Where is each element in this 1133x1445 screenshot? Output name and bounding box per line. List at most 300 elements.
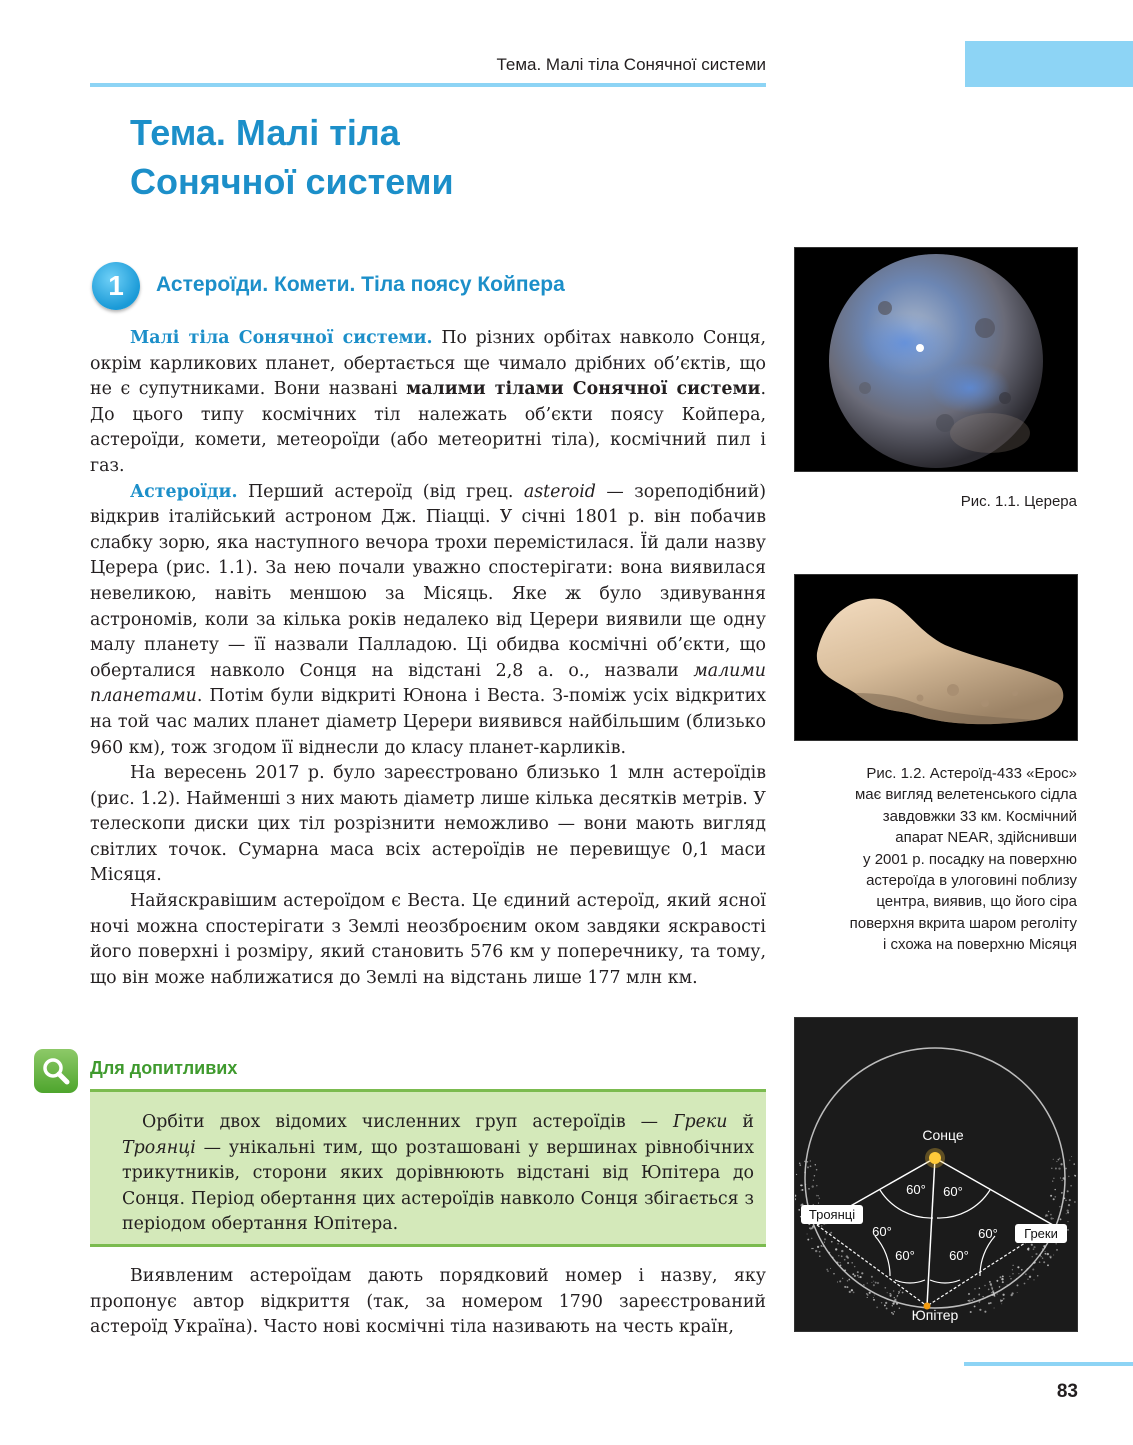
asteroid-dot	[892, 1305, 893, 1306]
bold-term: малими тілами Сонячної системи	[406, 379, 761, 400]
caption-line: поверхня вкрита шаром реголіту	[849, 914, 1077, 932]
asteroid-dot	[1055, 1168, 1057, 1170]
magnifier-icon	[34, 1049, 78, 1093]
asteroid-dot	[867, 1297, 868, 1298]
asteroid-dot	[1055, 1243, 1057, 1245]
asteroid-dot	[812, 1225, 814, 1227]
caption-line: Рис. 1.2. Астероїд-433 «Ерос»	[866, 765, 1077, 782]
asteroid-dot	[1013, 1265, 1014, 1266]
asteroid-dot	[1060, 1163, 1062, 1165]
caption-line: і схожа на поверхню Місяця	[883, 936, 1077, 954]
asteroid-dot	[1017, 1284, 1019, 1286]
asteroid-dot	[1045, 1215, 1047, 1217]
asteroid-dot	[898, 1291, 899, 1292]
asteroid-dot	[1045, 1251, 1046, 1252]
asteroid-dot	[1043, 1261, 1045, 1263]
asteroid-dot	[1062, 1180, 1063, 1181]
asteroid-dot	[796, 1174, 797, 1175]
asteroid-dot	[968, 1293, 970, 1295]
curious-text-part: й	[727, 1112, 755, 1132]
asteroid-dot	[844, 1286, 846, 1288]
asteroid-dot	[893, 1290, 894, 1291]
header-corner-block	[965, 41, 1133, 87]
asteroid-dot	[1033, 1279, 1034, 1280]
asteroid-dot	[1074, 1201, 1076, 1203]
asteroid-dot	[815, 1250, 817, 1252]
asteroid-dot	[847, 1257, 849, 1259]
asteroid-dot	[894, 1297, 895, 1298]
asteroid-dot	[1050, 1217, 1052, 1219]
figure-ceres-caption: Рис. 1.1. Церера	[960, 493, 1077, 510]
curious-box	[90, 1089, 766, 1247]
angle-label: 60°	[943, 1184, 963, 1199]
asteroid-dot	[978, 1300, 980, 1302]
asteroid-dot	[1050, 1257, 1052, 1259]
asteroid-dot	[1067, 1190, 1069, 1192]
asteroid-dot	[1069, 1199, 1071, 1201]
curious-text-part: — унікальні тим, що розташовані у вершинах рівнобічних трикутників, сторони яких дорівнюють відстані від Юпітера до Сонця. Період обертання цих астероїдів навколо Сонця збігається з періодом обертання Юпітера.	[122, 1137, 754, 1235]
asteroid-dot	[836, 1262, 838, 1264]
caption-line: центра, виявив, що його сіра	[876, 893, 1077, 911]
section-heading: Астероїди. Комети. Тіла поясу Койпера	[156, 273, 565, 296]
asteroid-dot	[1054, 1196, 1056, 1198]
asteroid-dot	[1041, 1256, 1042, 1257]
asteroid-dot	[894, 1299, 896, 1301]
body-text-continued	[90, 1264, 766, 1341]
asteroid-dot	[1053, 1218, 1054, 1219]
asteroid-dot	[1058, 1167, 1060, 1169]
asteroid-dot	[994, 1307, 995, 1308]
asteroid-dot	[989, 1281, 991, 1283]
asteroid-dot	[1046, 1215, 1048, 1217]
asteroid-dot	[1067, 1212, 1069, 1214]
asteroid-dot	[804, 1161, 806, 1163]
asteroid-dot	[832, 1257, 834, 1259]
asteroid-dot	[867, 1283, 868, 1284]
asteroid-dot	[984, 1311, 986, 1313]
asteroid-dot	[871, 1276, 873, 1278]
asteroid-dot	[826, 1233, 827, 1234]
caption-line: завдовжки 33 км. Космічний	[882, 807, 1077, 825]
curious-text-part: Орбіти двох відомих численних груп астероїдів —	[142, 1112, 673, 1132]
asteroid-dot	[1027, 1278, 1028, 1279]
running-header: Тема. Малі тіла Сонячної системи	[496, 55, 766, 74]
curious-label: Для допитливих	[90, 1058, 238, 1078]
page-title-line-2: Сонячної системи	[130, 161, 454, 202]
asteroid-dot	[974, 1305, 976, 1307]
angle-label: 60°	[949, 1248, 969, 1263]
header-rule	[90, 83, 766, 87]
asteroid-dot	[885, 1302, 887, 1304]
asteroid-dot	[860, 1276, 862, 1278]
asteroid-dot	[1033, 1262, 1035, 1264]
asteroid-dot	[890, 1295, 892, 1297]
asteroid-dot	[844, 1259, 846, 1261]
asteroid-dot	[979, 1287, 980, 1288]
ceres-image	[795, 248, 1077, 471]
paragraph-text: . До цього типу космічних тіл належать об’єкти поясу Койпера, астероїди, комети, метеороїди (або метеоритні тіла), космічний пил і газ.	[90, 379, 766, 476]
asteroid-dot	[861, 1272, 863, 1274]
asteroid-dot	[838, 1255, 839, 1256]
asteroid-dot	[1027, 1268, 1028, 1269]
asteroid-dot	[1007, 1284, 1008, 1285]
asteroid-dot	[891, 1294, 892, 1295]
asteroid-dot	[1053, 1178, 1054, 1179]
asteroid-dot	[979, 1309, 981, 1311]
asteroid-dot	[805, 1184, 806, 1185]
asteroid-dot	[891, 1312, 893, 1314]
asteroid-dot	[837, 1281, 838, 1282]
asteroid-dot	[839, 1262, 840, 1263]
asteroid-dot	[1003, 1298, 1005, 1300]
eros-image	[795, 575, 1077, 740]
asteroid-dot	[857, 1275, 859, 1277]
asteroid-dot	[841, 1255, 843, 1257]
asteroid-dot	[807, 1166, 809, 1168]
asteroid-dot	[877, 1282, 879, 1284]
paragraph-text: . Потім були відкриті Юнона і Веста. З-поміж усіх відкритих на той час малих планет діаметр Церери виявився найбільшим (близько 960 км), тож згодом її віднесли до класу планет-карликів.	[90, 686, 766, 758]
asteroid-dot	[875, 1282, 877, 1284]
asteroid-dot	[842, 1278, 843, 1279]
asteroid-dot	[800, 1164, 802, 1166]
figure-trojans-greeks	[794, 1017, 1078, 1332]
figure-eros	[794, 574, 1078, 741]
asteroid-dot	[1042, 1248, 1043, 1249]
asteroid-dot	[804, 1171, 806, 1173]
asteroid-dot	[807, 1233, 808, 1234]
asteroid-dot	[821, 1225, 822, 1226]
asteroid-dot	[889, 1293, 891, 1295]
asteroid-dot	[854, 1275, 856, 1277]
italic-term: малими планетами	[90, 660, 766, 707]
asteroid-dot	[857, 1271, 859, 1273]
asteroid-dot	[1056, 1249, 1058, 1251]
asteroid-dot	[835, 1248, 837, 1250]
asteroid-dot	[801, 1190, 802, 1191]
asteroid-dot	[817, 1246, 819, 1248]
paragraph-small-bodies	[90, 326, 766, 480]
asteroid-dot	[1033, 1246, 1035, 1248]
caption-line: у 2001 р. посадку на поверхню	[863, 850, 1077, 868]
asteroid-dot	[847, 1280, 849, 1282]
asteroid-dot	[1063, 1197, 1065, 1199]
paragraph-text: — зореподібний) відкрив італійський астроном Дж. Піацці. У січні 1801 р. він побачив слабку зорю, яка наступного вечора трохи перемістилася. Їй дали назву Церера (рис. 1.1). За нею почали уважно спостерігати: вона виявилася невеликою, навіть меншою за Місяць. Яке ж було здивування астрономів, коли за кілька років недалеко від Церери виявили ще одну малу планету — її назвали Палладою. Ці обидва космічні об’єкти, що оберталися навколо Сонця на відстані 2,8 а. о., назвали	[90, 481, 766, 681]
asteroid-dot	[846, 1286, 848, 1288]
asteroid-dot	[1059, 1206, 1061, 1208]
asteroid-dot	[1012, 1273, 1013, 1274]
asteroid-dot	[844, 1269, 846, 1271]
trojans-label: Троянці	[808, 1207, 856, 1222]
asteroid-dot	[1017, 1266, 1019, 1268]
asteroid-dot	[1000, 1276, 1002, 1278]
asteroid-dot	[996, 1280, 998, 1282]
paragraph-text: Перший астероїд (від грец.	[237, 481, 524, 502]
asteroid-dot	[1032, 1268, 1034, 1270]
asteroid-dot	[990, 1302, 992, 1304]
asteroid-dot	[1037, 1275, 1039, 1277]
asteroid-dot	[839, 1280, 841, 1282]
paragraph-vesta: Найяскравішим астероїдом є Веста. Це єдиний астероїд, який ясної ночі можна спостерігати з Землі неозброєним оком завдяки яскравості його поверхні і розміру, який становить 576 км у поперечнику, та тому, що він може наближатися до Землі на відстань лише 177 млн км.	[90, 891, 766, 988]
asteroid-dot	[851, 1289, 853, 1291]
asteroid-dot	[874, 1294, 875, 1295]
body-text-main	[90, 326, 766, 991]
page-title	[130, 108, 750, 206]
asteroid-dot	[897, 1295, 899, 1297]
angle-label: 60°	[978, 1226, 998, 1241]
asteroid-dot	[974, 1288, 976, 1290]
asteroid-dot	[1067, 1209, 1069, 1211]
asteroid-dot	[899, 1307, 901, 1309]
asteroid-dot	[1002, 1275, 1004, 1277]
asteroid-dot	[884, 1287, 886, 1289]
asteroid-dot	[841, 1250, 843, 1252]
asteroid-dot	[1039, 1261, 1041, 1263]
asteroid-dot	[824, 1242, 825, 1243]
asteroid-dot	[1029, 1276, 1031, 1278]
asteroid-dot	[815, 1164, 816, 1165]
asteroid-dot	[988, 1302, 990, 1304]
asteroid-dot	[858, 1276, 859, 1277]
asteroid-dot	[827, 1270, 829, 1272]
asteroid-dot	[833, 1273, 835, 1275]
asteroid-dot	[819, 1255, 821, 1257]
asteroid-dot	[853, 1292, 855, 1294]
asteroid-dot	[837, 1243, 839, 1245]
asteroid-dot	[1025, 1274, 1026, 1275]
asteroid-dot	[887, 1292, 888, 1293]
asteroid-dot	[830, 1232, 832, 1234]
asteroid-dot	[1024, 1283, 1026, 1285]
asteroid-dot	[1053, 1254, 1054, 1255]
asteroid-dot	[993, 1292, 995, 1294]
caption-line: має вигляд велетенського сідла	[854, 786, 1077, 804]
asteroid-dot	[1065, 1200, 1066, 1201]
asteroid-dot	[1052, 1180, 1053, 1181]
asteroid-dot	[1060, 1177, 1061, 1178]
asteroid-dot	[886, 1307, 888, 1309]
asteroid-dot	[1012, 1269, 1013, 1270]
asteroid-dot	[1031, 1244, 1033, 1246]
asteroid-dot	[1068, 1176, 1070, 1178]
asteroid-dot	[1010, 1278, 1011, 1279]
angle-label: 60°	[895, 1248, 915, 1263]
paragraph-count: На вересень 2017 р. було зареєстровано близько 1 млн астероїдів (рис. 1.2). Найменші з них мають діаметр лише кілька десятків метрів. У телескопи диски цих тіл розрізнити неможливо — вони мають вигляд світлих точок. Сумарна маса всіх астероїдів не перевищує 0,1 маси Місяця.	[90, 763, 766, 886]
asteroid-dot	[997, 1293, 998, 1294]
asteroid-dot	[1060, 1218, 1062, 1220]
asteroid-dot	[1033, 1248, 1035, 1250]
asteroid-dot	[999, 1286, 1001, 1288]
asteroid-dot	[898, 1293, 899, 1294]
paragraph-naming: Виявленим астероїдам дають порядковий номер і назву, яку пропонує автор відкриття (так, за номером 1790 зареєстрований астероїд Україна). Часто нові космічні тіла називають на честь країн,	[90, 1266, 766, 1338]
asteroid-dot	[1032, 1256, 1033, 1257]
greeks-label: Греки	[1024, 1226, 1058, 1241]
sun-label: Сонце	[922, 1127, 964, 1143]
asteroid-dot	[1071, 1156, 1072, 1157]
asteroid-dot	[1050, 1195, 1052, 1197]
asteroid-dot	[994, 1295, 996, 1297]
asteroid-dot	[810, 1227, 812, 1229]
asteroid-dot	[900, 1290, 901, 1291]
asteroid-dot	[798, 1209, 800, 1211]
asteroid-dot	[808, 1188, 810, 1190]
asteroid-dot	[973, 1298, 975, 1300]
asteroid-dot	[1065, 1168, 1067, 1170]
asteroid-dot	[1001, 1303, 1002, 1304]
asteroid-dot	[1047, 1253, 1049, 1255]
asteroid-dot	[1053, 1198, 1055, 1200]
asteroid-dot	[873, 1299, 875, 1301]
asteroid-dot	[807, 1161, 809, 1163]
asteroid-dot	[819, 1251, 821, 1253]
asteroid-dot	[812, 1185, 814, 1187]
asteroid-dot	[810, 1165, 812, 1167]
asteroid-dot	[881, 1302, 882, 1303]
asteroid-dot	[873, 1281, 874, 1282]
asteroid-dot	[1050, 1214, 1052, 1216]
asteroid-dot	[821, 1245, 823, 1247]
asteroid-dot	[1047, 1264, 1049, 1266]
asteroid-dot	[987, 1296, 988, 1297]
asteroid-dot	[800, 1185, 801, 1186]
asteroid-dot	[988, 1289, 990, 1291]
asteroid-dot	[851, 1262, 853, 1264]
asteroid-dot	[1042, 1257, 1043, 1258]
asteroid-dot	[1001, 1278, 1003, 1280]
asteroid-dot	[1067, 1221, 1068, 1222]
asteroid-dot	[1073, 1163, 1074, 1164]
asteroid-dot	[1027, 1248, 1029, 1250]
asteroid-dot	[810, 1160, 811, 1161]
asteroid-dot	[876, 1307, 878, 1309]
asteroid-dot	[892, 1302, 894, 1304]
angle-label: 60°	[906, 1182, 926, 1197]
asteroid-dot	[982, 1296, 983, 1297]
asteroid-dot	[873, 1284, 875, 1286]
asteroid-dot	[828, 1252, 830, 1254]
asteroid-dot	[799, 1163, 801, 1165]
asteroid-dot	[1069, 1160, 1070, 1161]
asteroid-dot	[802, 1189, 804, 1191]
asteroid-dot	[892, 1313, 894, 1315]
asteroid-dot	[824, 1238, 826, 1240]
paragraph-text: По різних орбітах навколо Сонця, окрім карликових планет, обертається ще чимало дрібних об’єктів, що не є супутниками. Вони названі	[90, 328, 766, 400]
asteroid-dot	[869, 1292, 871, 1294]
asteroid-dot	[984, 1285, 986, 1287]
asteroid-dot	[990, 1284, 992, 1286]
asteroid-dot	[991, 1288, 993, 1290]
asteroid-dot	[816, 1185, 818, 1187]
italic-term: Греки	[672, 1112, 728, 1132]
asteroid-dot	[819, 1198, 821, 1200]
asteroid-dot	[848, 1279, 850, 1281]
asteroid-dot	[818, 1203, 819, 1204]
asteroid-dot	[854, 1266, 855, 1267]
italic-term: Троянці	[122, 1137, 196, 1158]
asteroid-dot	[1002, 1294, 1004, 1296]
asteroid-dot	[873, 1297, 874, 1298]
asteroid-dot	[811, 1238, 813, 1240]
asteroid-dot	[807, 1239, 809, 1241]
figure-ceres	[794, 247, 1078, 472]
asteroid-dot	[1021, 1269, 1023, 1271]
asteroid-dot	[1016, 1278, 1018, 1280]
asteroid-dot	[814, 1175, 816, 1177]
asteroid-dot	[866, 1293, 868, 1295]
asteroid-dot	[1045, 1253, 1047, 1255]
section-number-badge: 1	[92, 262, 140, 310]
asteroid-dot	[1001, 1300, 1003, 1302]
asteroid-dot	[1056, 1161, 1057, 1162]
asteroid-dot	[847, 1262, 849, 1264]
asteroid-dot	[1002, 1281, 1004, 1283]
asteroid-dot	[813, 1248, 814, 1249]
asteroid-dot	[849, 1291, 851, 1293]
asteroid-dot	[1059, 1158, 1061, 1160]
asteroid-dot	[1053, 1159, 1054, 1160]
asteroid-dot	[1035, 1253, 1037, 1255]
asteroid-dot	[970, 1311, 972, 1313]
paragraph-lead: Малі тіла Сонячної системи.	[130, 328, 433, 348]
asteroid-dot	[822, 1245, 823, 1246]
trojans-greeks-diagram	[795, 1018, 1077, 1331]
asteroid-dot	[852, 1273, 854, 1275]
caption-line: астероїда в улоговині поблизу	[866, 872, 1077, 890]
asteroid-dot	[894, 1311, 895, 1312]
asteroid-dot	[902, 1292, 904, 1294]
asteroid-dot	[826, 1269, 828, 1271]
asteroid-dot	[811, 1248, 812, 1249]
paragraph-asteroids	[90, 480, 766, 762]
asteroid-dot	[813, 1180, 814, 1181]
page-number: 83	[1056, 1381, 1078, 1402]
asteroid-dot	[991, 1292, 992, 1293]
footer-rule	[964, 1362, 1133, 1366]
asteroid-dot	[1068, 1204, 1070, 1206]
asteroid-dot	[896, 1296, 897, 1297]
asteroid-dot	[816, 1195, 818, 1197]
figure-eros-caption	[800, 763, 1077, 956]
asteroid-dot	[1043, 1245, 1045, 1247]
asteroid-dot	[816, 1169, 818, 1171]
curious-text	[122, 1110, 754, 1238]
asteroid-dot	[978, 1294, 980, 1296]
asteroid-dot	[1063, 1177, 1065, 1179]
angle-label: 60°	[872, 1224, 892, 1239]
asteroid-dot	[1070, 1185, 1072, 1187]
asteroid-dot	[864, 1284, 865, 1285]
asteroid-dot	[818, 1195, 819, 1196]
asteroid-dot	[1061, 1192, 1062, 1193]
italic-term: asteroid	[523, 481, 596, 502]
asteroid-dot	[831, 1241, 833, 1243]
asteroid-dot	[1067, 1229, 1069, 1231]
asteroid-dot	[1054, 1189, 1055, 1190]
asteroid-dot	[840, 1265, 842, 1267]
asteroid-dot	[1051, 1168, 1052, 1169]
asteroid-dot	[1058, 1159, 1060, 1161]
asteroid-dot	[968, 1300, 969, 1301]
caption-line: апарат NEAR, здійснивши	[895, 829, 1077, 847]
asteroid-dot	[1039, 1254, 1041, 1256]
asteroid-dot	[1074, 1175, 1076, 1177]
asteroid-dot	[1009, 1276, 1010, 1277]
asteroid-dot	[1018, 1273, 1019, 1274]
asteroid-dot	[971, 1300, 973, 1302]
asteroid-dot	[1048, 1211, 1049, 1212]
asteroid-dot	[871, 1282, 872, 1283]
jupiter-label: Юпітер	[911, 1307, 959, 1323]
asteroid-dot	[1011, 1294, 1013, 1296]
